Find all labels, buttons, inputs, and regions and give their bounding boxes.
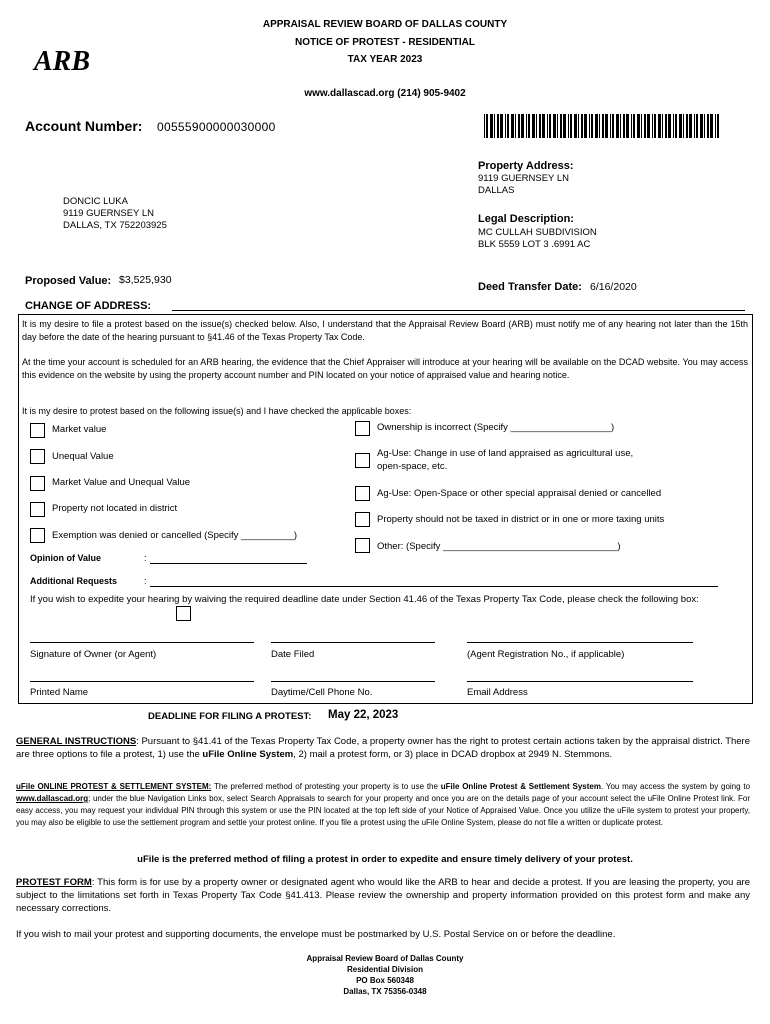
owner-city: DALLAS, TX 752203925 [63,220,167,231]
additional-requests-field[interactable] [150,586,718,587]
barcode-bar [549,114,551,138]
barcode-bar [658,114,661,138]
barcode-bar [710,114,713,138]
barcode-bar [570,114,572,138]
barcode-bar [515,114,516,138]
ufile-title: uFile ONLINE PROTEST & SETTLEMENT SYSTEM: [16,782,212,791]
barcode-bar [591,114,593,138]
change-of-address-label: CHANGE OF ADDRESS: [25,300,152,312]
label-not-taxed: Property should not be taxed in district or in one or more taxing units [377,514,665,525]
checkbox-not-taxed[interactable] [355,512,370,527]
barcode-bar [553,114,556,138]
barcode-bar [675,114,677,138]
property-address-line1: 9119 GUERNSEY LN [478,173,569,184]
barcode-bar [620,114,621,138]
barcode-bar [494,114,495,138]
barcode-bar [599,114,600,138]
intro-paragraph-2: At the time your account is scheduled for an ARB hearing, the evidence that the Chief Appraiser will introduce at your hearing will be available on the DCAD website. You may access this evidence on the website by using the property account number and PIN located on your notice of appraised value and hearing notice. [22,357,748,380]
barcode-bar [542,114,545,138]
barcode-bar [486,114,488,138]
property-address-label: Property Address: [478,160,574,172]
protest-form-instructions: PROTEST FORM: This form is for use by a property owner or designated agent who would like the ARB to hear and decide a protest. If you are leasing the property, you are subject to the limitations set forth in Texas Property Tax Code §41.413. Please review the ownership and property information provided on this protest form and make any necessary corrections. [16,877,750,914]
barcode-bar [557,114,558,138]
barcode-bar [610,114,611,138]
barcode-bar [662,114,663,138]
barcode-bar [574,114,577,138]
signature-field[interactable] [30,642,254,643]
barcode-bar [505,114,506,138]
checkbox-other[interactable] [355,538,370,553]
tax-year: TAX YEAR 2023 [347,54,423,65]
barcode-bar [528,114,530,138]
label-market-and-unequal: Market Value and Unequal Value [52,477,191,488]
phone-field[interactable] [271,681,435,682]
account-number-value: 00555900000030000 [157,120,276,134]
intro-paragraph-1: It is my desire to file a protest based on the issue(s) checked below. Also, I understand that the Appraisal Review Board (ARB) must notify me of any hearing not later than the 15th day before the date of the hearing pursuant to §41.46 of the Texas Property Tax Code. [22,319,748,342]
opinion-of-value-field[interactable] [150,563,307,564]
barcode-bar [532,114,535,138]
barcode-bar [696,114,698,138]
email-label: Email Address [467,687,528,698]
general-instructions: GENERAL INSTRUCTIONS: Pursuant to §41.41 of the Texas Property Tax Code, a property owner has the right to protest certain actions taken by the appraisal district. There are three options to file a protest, 1) use the uFile Online System, 2) mail a protest form, or 3) place in DCAD dropbox at 2949 N. Stemmons. [16,736,751,760]
signature-label: Signature of Owner (or Agent) [30,649,157,660]
checkbox-unequal-value[interactable] [30,449,45,464]
printed-name-field[interactable] [30,681,254,682]
opinion-of-value-label: Opinion of Value [30,553,102,563]
barcode-bar [715,114,716,138]
barcode-bar [686,114,688,138]
checkbox-ag-use-denied[interactable] [355,486,370,501]
barcode-bar [500,114,503,138]
owner-street: 9119 GUERNSEY LN [63,208,154,219]
barcode-bar [507,114,509,138]
barcode-bar [518,114,520,138]
barcode-bar [568,114,569,138]
expedite-text: If you wish to expedite your hearing by waiving the required deadline date under Section 41.46 of the Texas Property Tax Code, please check the following box: [30,594,699,605]
checkbox-market-value[interactable] [30,423,45,438]
requests-colon: : [144,576,147,586]
barcode-bar [679,114,682,138]
proposed-value-label: Proposed Value: [25,275,112,287]
barcode-bar [581,114,583,138]
footer-line3: PO Box 560348 [356,976,414,985]
owner-address [63,196,167,232]
deadline-label: DEADLINE FOR FILING A PROTEST: [148,711,312,722]
barcode-bar [560,114,562,138]
checkbox-market-and-unequal[interactable] [30,476,45,491]
arb-logo-text: ARB [34,46,90,77]
barcode-bar [631,114,632,138]
barcode-bar [623,114,625,138]
form-subtitle: NOTICE OF PROTEST - RESIDENTIAL [294,37,475,48]
checkbox-expedite[interactable] [176,606,191,621]
barcode-bar [704,114,705,138]
account-number-label: Account Number: [25,118,143,134]
proposed-value: $3,525,930 [119,274,172,286]
label-ag-use-change-cont: open-space, etc. [377,461,448,472]
barcode-bar [497,114,499,138]
deadline-date: May 22, 2023 [328,709,399,721]
barcode-bar [637,114,640,138]
barcode-bar [484,114,485,138]
label-unequal-value: Unequal Value [52,451,114,462]
checkbox-exemption-denied[interactable] [30,528,45,543]
barcode-bar [683,114,684,138]
barcode-bar [647,114,650,138]
date-filed-label: Date Filed [271,649,315,660]
phone-label: Daytime/Cell Phone No. [271,687,373,698]
barcode-bar [578,114,579,138]
barcode-bar [668,114,671,138]
barcode-bar [547,114,548,138]
legal-line2: BLK 5559 LOT 3 .6991 AC [478,239,591,250]
label-market-value: Market value [52,424,107,435]
protest-form-title: PROTEST FORM [16,877,92,888]
label-not-in-district: Property not located in district [52,503,178,514]
barcode-bar [654,114,656,138]
deed-transfer-label: Deed Transfer Date: [478,281,582,293]
legal-description [478,227,597,251]
label-exemption-denied: Exemption was denied or cancelled (Specify __________) [52,530,298,541]
barcode-bar [612,114,614,138]
barcode-bar [641,114,642,138]
barcode-bar [605,114,608,138]
barcode-bar [707,114,709,138]
barcode-bar [490,114,493,138]
agent-registration-label: (Agent Registration No., if applicable) [467,649,625,660]
barcode-bar [665,114,667,138]
footer-address [0,953,770,997]
checkbox-ag-use-change[interactable] [355,453,370,468]
barcode-bar [633,114,635,138]
owner-name: DONCIC LUKA [63,196,128,207]
barcode-bar [589,114,590,138]
contact-info: www.dallascad.org (214) 905-9402 [304,88,466,99]
email-field[interactable] [467,681,693,682]
checkbox-ownership-incorrect[interactable] [355,421,370,436]
barcode-bar [644,114,646,138]
agent-registration-field[interactable] [467,642,693,643]
property-address-line2: DALLAS [478,185,515,196]
barcode-bar [584,114,587,138]
deed-transfer-date: 6/16/2020 [590,281,637,293]
barcode-bar [717,114,719,138]
ufile-preferred-note: uFile is the preferred method of filing a protest in order to expedite and ensure timely delivery of your protest. [137,854,633,865]
barcode-bar [602,114,604,138]
barcode-bar [616,114,619,138]
barcode-bar [652,114,653,138]
barcode-bar [536,114,537,138]
barcode-bar [626,114,629,138]
barcode-bar [595,114,598,138]
dallascad-link[interactable]: www.dallascad.org [16,794,89,803]
barcode-bar [673,114,674,138]
barcode-bar [700,114,703,138]
barcode-bar [563,114,566,138]
barcode-bar [511,114,514,138]
ufile-instructions: uFile ONLINE PROTEST & SETTLEMENT SYSTEM: The preferred method of protesting your property is to use the uFile Online Protest & Settlement System. You may access the system by going to www.dallascad.org; under the blue Navigation Links box, select Search Appraisals to search for your property and once you are on the details page of your account select the uFile Online Protest link. For easy access, you may request your individual PIN through this system or use the PIN located at the top left side of your Notice of Appraised Value. Once you utilize the uFile system to protest your property, you may also be eligible to use the settlement program and settle your protest online. If you file a protest using the uFile Online System, please do not file a written or duplicate protest. [16,782,751,827]
form-title: APPRAISAL REVIEW BOARD OF DALLAS COUNTY [262,19,508,30]
opinion-colon: : [144,553,147,563]
intro-paragraph-3: It is my desire to protest based on the following issue(s) and I have checked the applicable boxes: [22,406,412,416]
footer-line1: Appraisal Review Board of Dallas County [306,954,464,963]
barcode [484,114,720,138]
barcode-bar [689,114,692,138]
footer-line2: Residential Division [346,965,424,974]
checkbox-not-in-district[interactable] [30,502,45,517]
label-other: Other: (Specify _________________________________) [377,541,621,552]
barcode-bar [526,114,527,138]
additional-requests-label: Additional Requests [30,576,118,586]
legal-description-label: Legal Description: [478,213,574,225]
date-filed-field[interactable] [271,642,435,643]
printed-name-label: Printed Name [30,687,89,698]
change-of-address-field[interactable] [172,310,745,311]
label-ownership-incorrect: Ownership is incorrect (Specify ___________________) [377,422,615,433]
property-address [478,173,569,197]
footer-line4: Dallas, TX 75356-0348 [343,987,427,996]
barcode-bar [694,114,695,138]
legal-line1: MC CULLAH SUBDIVISION [478,227,597,238]
general-instructions-title: GENERAL INSTRUCTIONS [16,736,137,747]
mail-note: If you wish to mail your protest and supporting documents, the envelope must be postmarked by U.S. Postal Service on or before the deadline. [16,929,616,940]
label-ag-use-change: Ag-Use: Change in use of land appraised as agricultural use, [377,448,634,459]
barcode-bar [521,114,524,138]
label-ag-use-denied: Ag-Use: Open-Space or other special appraisal denied or cancelled [377,488,662,499]
arb-logo [30,40,90,80]
barcode-bar [539,114,541,138]
